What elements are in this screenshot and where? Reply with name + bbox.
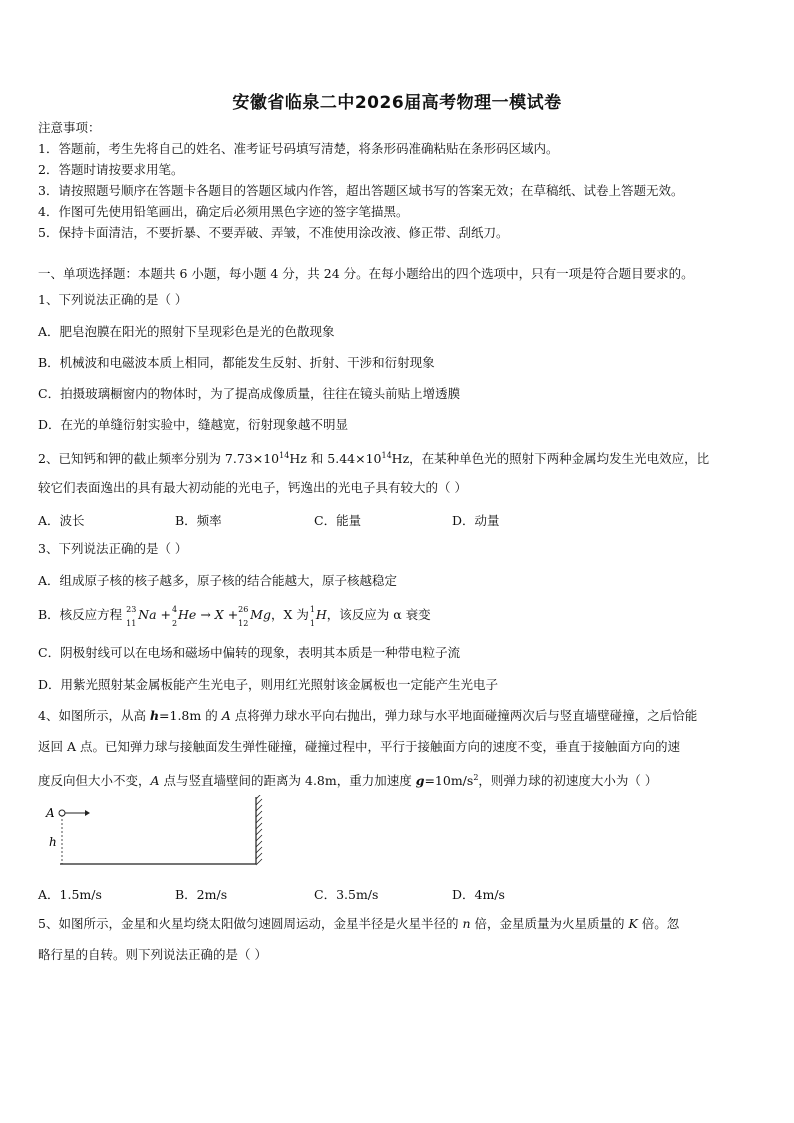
notice-heading: 注意事项： [38,120,101,135]
q2-option-d: D．动量 [452,513,500,528]
na-mass-number: 23 [126,604,137,614]
notice-item-1: 1．答题前，考生先将自己的姓名、准考证号码填写清楚，将条形码准确粘贴在条形码区域内。 [38,141,559,156]
q4-option-c: C．3.5m/s [314,887,379,902]
plus-sign-2: + [227,607,239,622]
he-atomic-number: 2 [172,618,178,628]
fig-label-a: A [46,806,55,820]
q1-option-c: C．拍摄玻璃橱窗内的物体时，为了提高成像质量，往往在镜头前贴上增透膜 [38,386,461,401]
notice-item-2: 2．答题时请按要求用笔。 [38,162,184,177]
q4-stem-line2: 返回 A 点。已知弹力球与接触面发生弹性碰撞，碰撞过程中，平行于接触面方向的速度不变，垂直于接触面方向的速 [38,739,680,754]
h-symbol: H [315,607,327,622]
velocity-arrow-head [85,810,90,816]
page-title: 安徽省临泉二中2026届高考物理一模试卷 [232,93,562,113]
q4-l1-b: =1.8m 的 [159,708,222,723]
mg-symbol: Mg [250,607,271,622]
q2-option-a: A．波长 [38,513,85,528]
arrow-symbol: → [200,607,211,622]
q4-option-a: A．1.5m/s [38,887,102,902]
notice-item-3: 3．请按照题号顺序在答题卡各题目的答题区域内作答，超出答题区域书写的答案无效；在草稿纸、试卷上答题无效。 [38,183,684,198]
q5-k-var: K [628,916,638,931]
ball-circle [59,810,65,816]
q4-l3-d: ，则弹力球的初速度大小为（ ） [478,773,658,789]
q4-stem-line1 [38,708,697,724]
q4-a-var-2: A [150,773,160,789]
q2-option-b: B．频率 [175,513,222,528]
he-mass-number: 4 [172,604,178,614]
x-symbol: X [214,607,224,622]
q2-stem-line1 [38,448,709,467]
q3-b-mid: ，X 为 [270,607,309,622]
q1-option-d: D．在光的单缝衍射实验中，缝越宽，衍射现象越不明显 [38,417,349,432]
plus-sign-1: + [160,607,172,622]
q3-b-suffix: ，该反应为 α 衰变 [326,607,431,622]
q3-stem: 3、下列说法正确的是（ ） [38,541,188,556]
notice-item-5: 5．保持卡面清洁，不要折暴、不要弄破、弄皱，不准使用涂改液、修正带、刮纸刀。 [38,225,509,240]
q4-option-b: B．2m/s [175,887,228,902]
q3-option-b [38,604,431,629]
mg-atomic-number: 12 [238,618,249,628]
q5-l1-a: 5、如图所示，金星和火星均绕太阳做匀速圆周运动，金星半径是火星半径的 [38,916,463,931]
q5-l1-b: 倍，金星质量为火星质量的 [470,916,629,931]
notice-item-4: 4．作图可先使用铅笔画出，确定后必须用黑色字迹的签字笔描黑。 [38,204,409,219]
na-symbol: Na [138,607,157,622]
nuclear-equation [126,604,271,628]
he-symbol: He [178,607,197,622]
q4-h-var: h [149,708,160,723]
q3-b-prefix: B．核反应方程 [38,607,123,622]
q2-stem-line2: 较它们表面逸出的具有最大初动能的光电子，钙逸出的光电子具有较大的（ ） [38,480,467,495]
q2-exp1: 14 [279,451,290,460]
q5-stem-line1 [38,916,679,932]
q2-option-c: C．能量 [314,513,362,528]
h-mass-number: 1 [309,604,315,614]
q4-l3-c: =10m/s [424,773,474,789]
q5-n-var: n [462,916,471,931]
q4-l1-a: 4、如图所示，从高 [38,708,150,723]
q2-stem-c: Hz，在某种单色光的照射下两种金属均发生光电效应，比 [391,451,710,467]
q2-exp2: 14 [381,451,392,460]
q1-stem: 1、下列说法正确的是（ ） [38,292,188,307]
fig-label-h: h [49,835,57,849]
q1-option-a: A．肥皂泡膜在阳光的照射下呈现彩色是光的色散现象 [38,324,335,339]
section-heading: 一、单项选择题：本题共 6 小题，每小题 4 分，共 24 分。在每小题给出的四个选项中，只有一项是符合题目要求的。 [38,266,694,281]
na-atomic-number: 11 [126,618,137,628]
q2-stem-b: Hz 和 5.44×10 [289,451,382,467]
mg-mass-number: 26 [238,604,249,614]
q5-stem-line2: 略行星的自转。则下列说法正确的是（ ） [38,947,267,962]
q1-option-b: B．机械波和电磁波本质上相同，都能发生反射、折射、干涉和衍射现象 [38,355,435,370]
q3-option-a: A．组成原子核的核子越多，原子核的结合能越大，原子核越稳定 [38,573,398,588]
q4-g-var: g [415,773,425,789]
q4-l3-b: 点与竖直墙壁间的距离为 4.8m，重力加速度 [159,773,416,789]
q3-option-c: C．阴极射线可以在电场和磁场中偏转的现象，表明其本质是一种带电粒子流 [38,645,461,660]
q5-l1-c: 倍。忽 [637,916,680,931]
q4-stem-line3 [38,770,657,789]
q4-sq: 2 [473,773,479,782]
q4-l3-a: 度反向但大小不变， [38,773,151,789]
q4-a-var: A [221,708,231,723]
q4-option-d: D．4m/s [452,887,505,902]
q4-figure [40,795,270,875]
h-atomic-number: 1 [309,618,315,628]
q3-option-d: D．用紫光照射某金属板能产生光电子，则用红光照射该金属板也一定能产生光电子 [38,677,499,692]
q4-l1-c: 点将弹力球水平向右抛出，弹力球与水平地面碰撞两次后与竖直墙壁碰撞，之后恰能 [230,708,698,723]
wall-hatching [256,795,262,865]
q2-stem-a: 2、已知钙和钾的截止频率分别为 7.73×10 [38,451,280,467]
